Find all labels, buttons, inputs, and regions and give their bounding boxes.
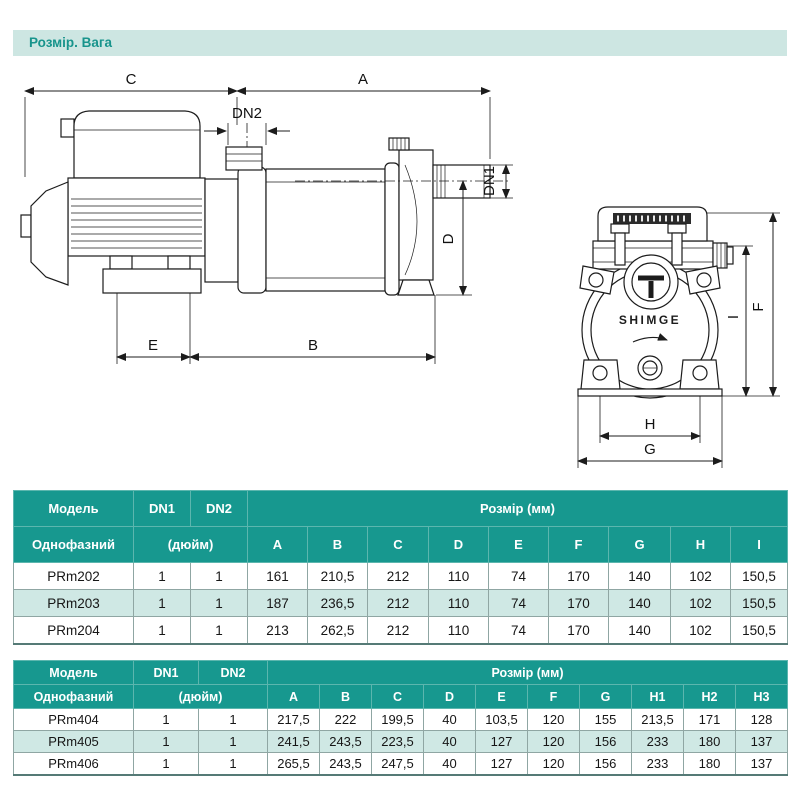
dim-cell: 110 <box>429 563 489 590</box>
dim-cell: 213 <box>248 617 308 645</box>
dim-cell: 1 <box>191 617 248 645</box>
dim-label-d: D <box>440 233 457 245</box>
size-col-header: A <box>268 685 320 709</box>
col-header-phase: Однофазний <box>14 527 134 563</box>
dim-cell: 171 <box>684 709 736 731</box>
motor-end-cap <box>31 182 68 285</box>
size-col-header: H3 <box>736 685 788 709</box>
dim-cell: 1 <box>134 731 199 753</box>
table-header-row <box>14 491 788 527</box>
model-cell: PRm203 <box>14 590 134 617</box>
col-header-size: Розмір (мм) <box>248 491 788 527</box>
dim-cell: 199,5 <box>372 709 424 731</box>
size-col-header: C <box>372 685 424 709</box>
dim-cell: 140 <box>609 617 671 645</box>
adapter <box>205 179 238 282</box>
dim-cell: 233 <box>632 753 684 776</box>
dim-cell: 212 <box>368 617 429 645</box>
size-col-header: B <box>308 527 368 563</box>
motor-body <box>68 178 205 256</box>
dim-cell: 187 <box>248 590 308 617</box>
dim-cell: 120 <box>528 753 580 776</box>
col-header-inch: (дюйм) <box>134 527 248 563</box>
col-header-model: Модель <box>14 491 134 527</box>
dim-cell: 212 <box>368 590 429 617</box>
dim-cell: 127 <box>476 731 528 753</box>
dim-cell: 102 <box>671 617 731 645</box>
dim-cell: 40 <box>424 709 476 731</box>
dim-cell: 137 <box>736 753 788 776</box>
model-cell: PRm405 <box>14 731 134 753</box>
dim-cell: 102 <box>671 590 731 617</box>
size-col-header: D <box>424 685 476 709</box>
col-header-model: Модель <box>14 661 134 685</box>
dim-label-g: G <box>644 441 656 458</box>
model-cell: PRm406 <box>14 753 134 776</box>
dim-cell: 156 <box>580 731 632 753</box>
size-col-header: G <box>609 527 671 563</box>
dim-label-h: H <box>644 416 656 433</box>
size-col-header: A <box>248 527 308 563</box>
table-row <box>14 617 788 645</box>
table-row <box>14 563 788 590</box>
col-header-inch: (дюйм) <box>134 685 268 709</box>
col-header-dn2: DN2 <box>191 491 248 527</box>
size-col-header: E <box>489 527 549 563</box>
dim-label-dn2: DN2 <box>231 105 263 122</box>
dim-cell: 74 <box>489 563 549 590</box>
dim-cell: 241,5 <box>268 731 320 753</box>
dim-cell: 1 <box>199 709 268 731</box>
dim-cell: 120 <box>528 731 580 753</box>
dim-cell: 262,5 <box>308 617 368 645</box>
size-col-header: G <box>580 685 632 709</box>
motor-foot <box>103 269 201 293</box>
dim-cell: 210,5 <box>308 563 368 590</box>
brand-label: SHIMGE <box>618 313 682 327</box>
dim-label-b: B <box>307 337 319 354</box>
dim-cell: 150,5 <box>731 590 788 617</box>
dim-cell: 1 <box>134 563 191 590</box>
dim-cell: 137 <box>736 731 788 753</box>
dim-cell: 110 <box>429 590 489 617</box>
dim-cell: 222 <box>320 709 372 731</box>
dim-cell: 120 <box>528 709 580 731</box>
dim-cell: 1 <box>191 590 248 617</box>
dim-cell: 233 <box>632 731 684 753</box>
dim-cell: 243,5 <box>320 753 372 776</box>
pump-support-foot <box>398 280 434 295</box>
model-cell: PRm204 <box>14 617 134 645</box>
discharge-port <box>226 147 262 170</box>
dim-cell: 74 <box>489 590 549 617</box>
dim-cell: 265,5 <box>268 753 320 776</box>
dim-cell: 150,5 <box>731 617 788 645</box>
dim-cell: 217,5 <box>268 709 320 731</box>
dim-cell: 180 <box>684 731 736 753</box>
dim-cell: 1 <box>199 753 268 776</box>
inlet-flange <box>238 167 266 293</box>
col-header-dn1: DN1 <box>134 661 199 685</box>
dimensions-table-prm40x <box>13 660 788 776</box>
dim-cell: 247,5 <box>372 753 424 776</box>
pump-side-view <box>21 71 513 364</box>
size-col-header: C <box>368 527 429 563</box>
dim-cell: 243,5 <box>320 731 372 753</box>
dim-label-e: E <box>147 337 159 354</box>
table-subheader-row <box>14 685 788 709</box>
dim-cell: 150,5 <box>731 563 788 590</box>
dim-cell: 1 <box>134 590 191 617</box>
outlet-flange <box>385 163 399 295</box>
dim-cell: 128 <box>736 709 788 731</box>
dim-cell: 161 <box>248 563 308 590</box>
dim-cell: 1 <box>134 617 191 645</box>
size-col-header: H <box>671 527 731 563</box>
dimensions-table-prm20x <box>13 490 788 645</box>
dim-cell: 1 <box>199 731 268 753</box>
dim-cell: 127 <box>476 753 528 776</box>
dim-label-a: A <box>357 71 369 88</box>
table-row <box>14 753 788 776</box>
dim-label-f: F <box>750 302 767 312</box>
table-subheader-row <box>14 527 788 563</box>
dim-cell: 223,5 <box>372 731 424 753</box>
size-col-header: H2 <box>684 685 736 709</box>
dim-cell: 212 <box>368 563 429 590</box>
col-header-phase: Однофазний <box>14 685 134 709</box>
dim-cell: 170 <box>549 617 609 645</box>
model-cell: PRm202 <box>14 563 134 590</box>
dim-cell: 180 <box>684 753 736 776</box>
table-row <box>14 709 788 731</box>
table-row <box>14 590 788 617</box>
dim-cell: 40 <box>424 731 476 753</box>
dim-label-dn1: DN1 <box>481 165 498 197</box>
size-col-header: F <box>549 527 609 563</box>
dim-label-i: I <box>725 314 742 320</box>
dim-cell: 74 <box>489 617 549 645</box>
terminal-box-ear <box>61 119 74 137</box>
dim-cell: 102 <box>671 563 731 590</box>
dim-cell: 110 <box>429 617 489 645</box>
size-col-header: D <box>429 527 489 563</box>
size-col-header: F <box>528 685 580 709</box>
dim-cell: 236,5 <box>308 590 368 617</box>
dim-cell: 103,5 <box>476 709 528 731</box>
dim-cell: 40 <box>424 753 476 776</box>
pump-barrel <box>266 169 385 291</box>
pump-head <box>399 150 433 280</box>
table-header-row <box>14 661 788 685</box>
size-col-header: I <box>731 527 788 563</box>
dim-cell: 156 <box>580 753 632 776</box>
dim-cell: 213,5 <box>632 709 684 731</box>
dim-cell: 140 <box>609 590 671 617</box>
table-row <box>14 731 788 753</box>
size-col-header: B <box>320 685 372 709</box>
model-cell: PRm404 <box>14 709 134 731</box>
dim-label-c: C <box>125 71 137 88</box>
dim-cell: 155 <box>580 709 632 731</box>
terminal-box <box>74 111 200 178</box>
col-header-dn1: DN1 <box>134 491 191 527</box>
dim-cell: 1 <box>191 563 248 590</box>
priming-plug <box>389 138 409 150</box>
col-header-size: Розмір (мм) <box>268 661 788 685</box>
col-header-dn2: DN2 <box>199 661 268 685</box>
pump-dimension-drawing <box>0 55 800 485</box>
dim-cell: 170 <box>549 590 609 617</box>
size-col-header: E <box>476 685 528 709</box>
dim-cell: 1 <box>134 753 199 776</box>
page-title: Розмір. Вага <box>13 30 787 56</box>
dim-cell: 170 <box>549 563 609 590</box>
dim-cell: 140 <box>609 563 671 590</box>
size-col-header: H1 <box>632 685 684 709</box>
pump-front-view <box>578 207 780 468</box>
dim-cell: 1 <box>134 709 199 731</box>
base-plate <box>578 389 722 396</box>
